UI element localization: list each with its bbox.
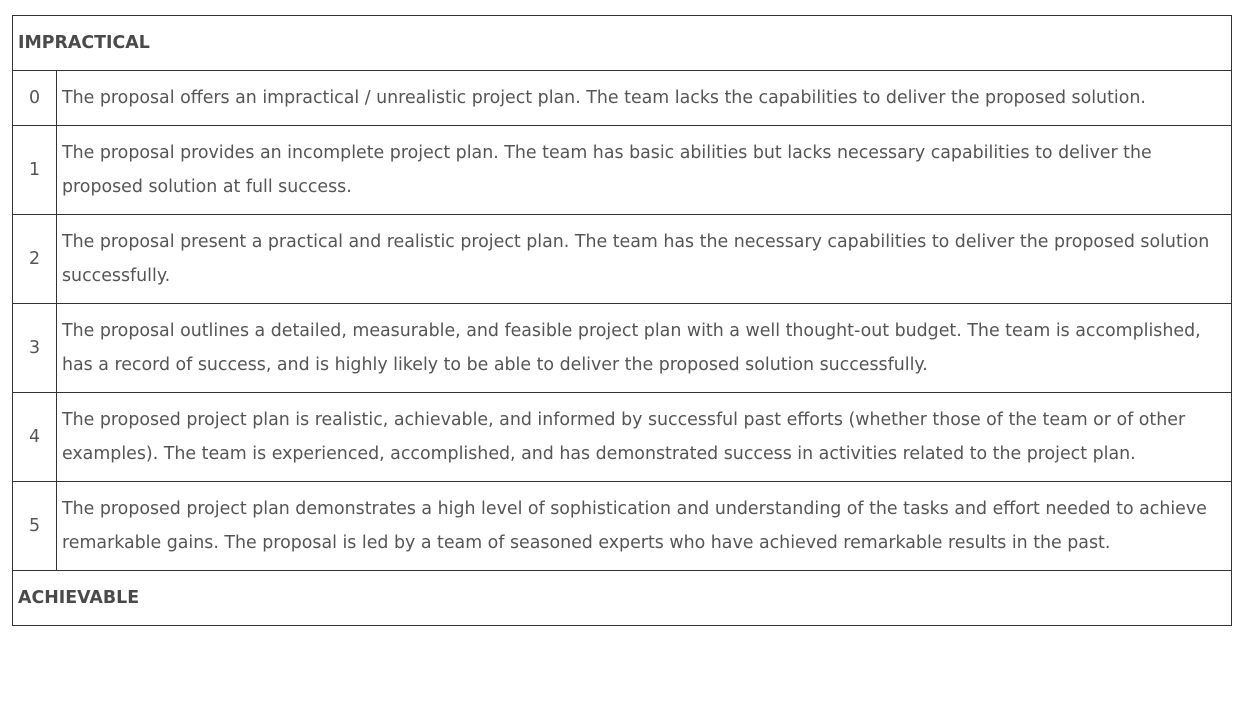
score-cell: 4 xyxy=(13,393,57,482)
band-row-bottom xyxy=(13,571,1232,626)
band-label-achievable: ACHIEVABLE xyxy=(13,571,1232,626)
table-row xyxy=(13,304,1232,393)
score-cell: 1 xyxy=(13,126,57,215)
description-cell: The proposal present a practical and realistic project plan. The team has the necessary capabilities to deliver the proposed solution successfully. xyxy=(57,215,1232,304)
table-row xyxy=(13,215,1232,304)
rubric-table xyxy=(12,15,1232,626)
score-cell: 5 xyxy=(13,482,57,571)
score-cell: 2 xyxy=(13,215,57,304)
table-row xyxy=(13,126,1232,215)
score-cell: 3 xyxy=(13,304,57,393)
score-cell: 0 xyxy=(13,71,57,126)
description-cell: The proposal provides an incomplete project plan. The team has basic abilities but lacks necessary capabilities to deliver the proposed solution at full success. xyxy=(57,126,1232,215)
band-row-top xyxy=(13,16,1232,71)
description-cell: The proposal offers an impractical / unrealistic project plan. The team lacks the capabilities to deliver the proposed solution. xyxy=(57,71,1232,126)
description-cell: The proposed project plan is realistic, achievable, and informed by successful past efforts (whether those of the team or of other examples). The team is experienced, accomplished, and has demonstrated success in activities related to the project plan. xyxy=(57,393,1232,482)
table-row xyxy=(13,393,1232,482)
description-cell: The proposed project plan demonstrates a high level of sophistication and understanding of the tasks and effort needed to achieve remarkable gains. The proposal is led by a team of seasoned experts who have achieved remarkable results in the past. xyxy=(57,482,1232,571)
table-row xyxy=(13,482,1232,571)
description-cell: The proposal outlines a detailed, measurable, and feasible project plan with a well thought-out budget. The team is accomplished, has a record of success, and is highly likely to be able to deliver the proposed solution successfully. xyxy=(57,304,1232,393)
table-row xyxy=(13,71,1232,126)
band-label-impractical: IMPRACTICAL xyxy=(13,16,1232,71)
